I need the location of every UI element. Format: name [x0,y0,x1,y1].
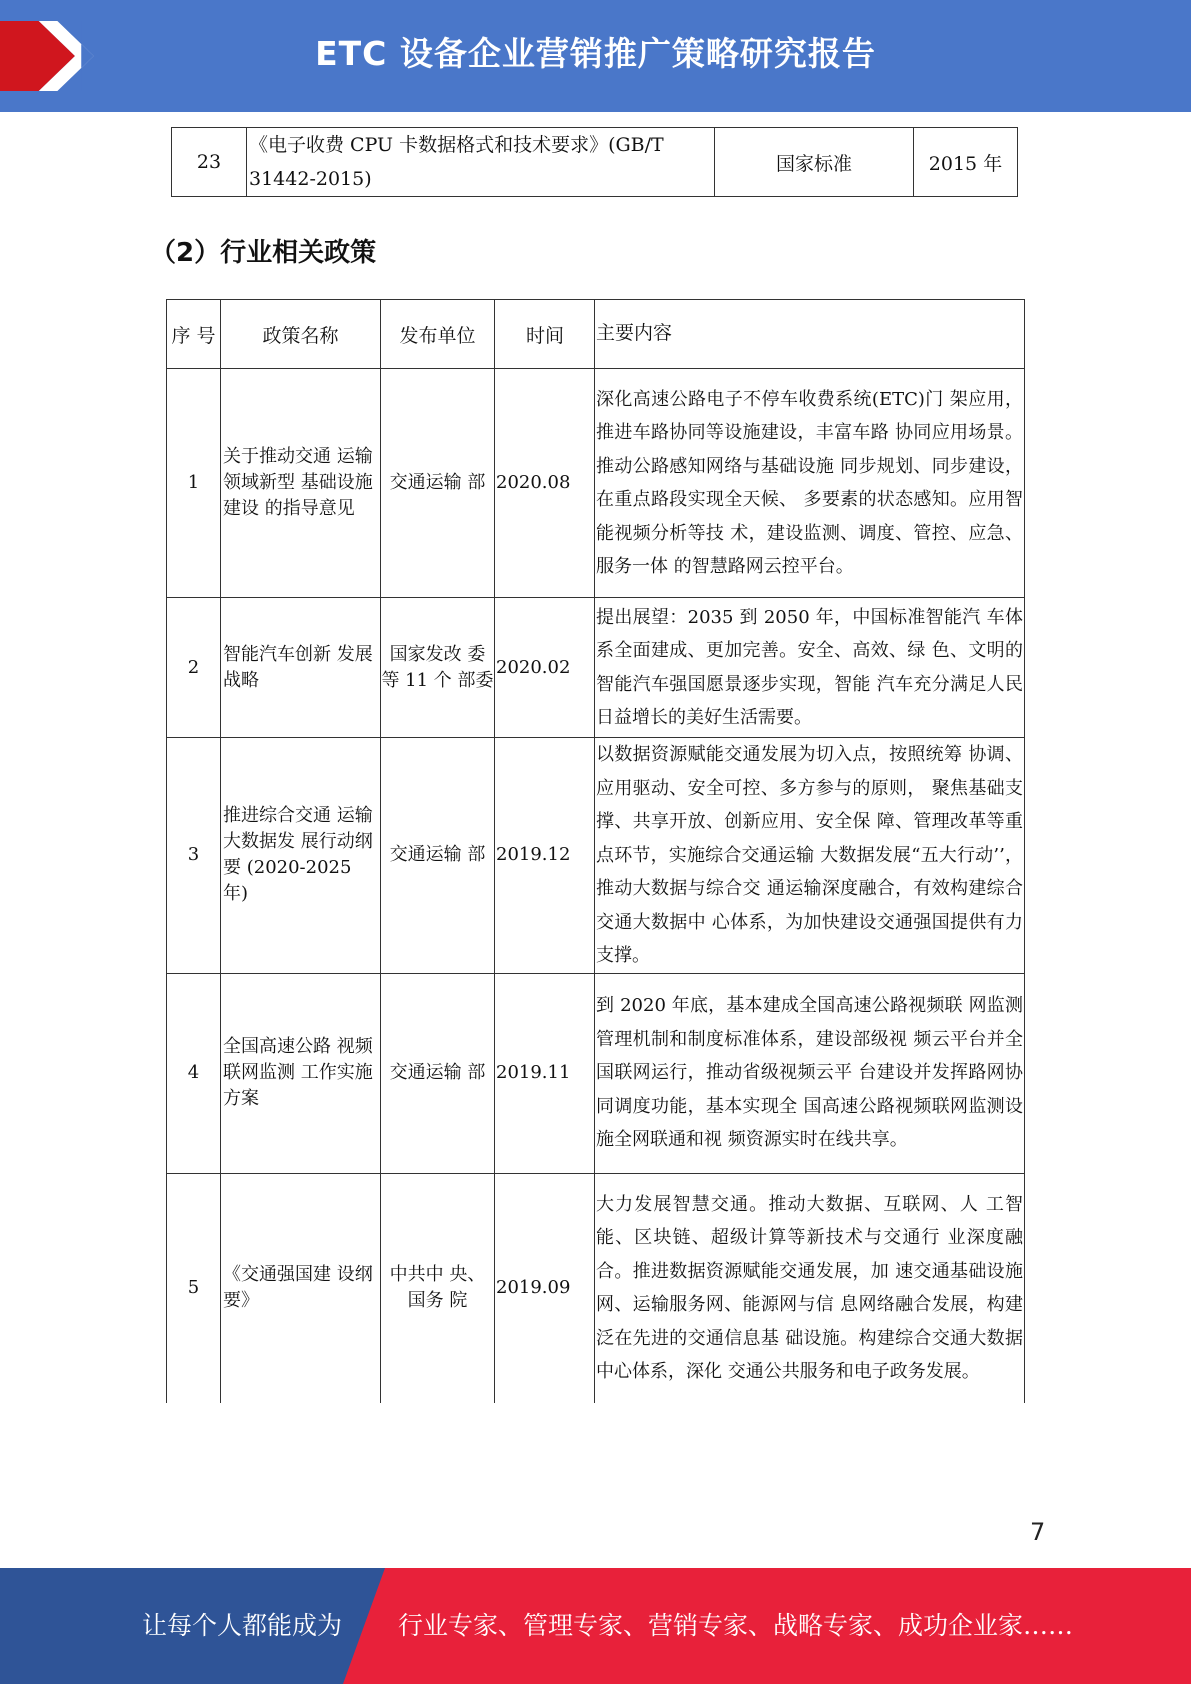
table-row [172,128,1018,197]
policy-org: 中共中 央、国务 院 [381,1173,495,1403]
policy-org: 国家发改 委等 11 个 部委 [381,598,495,738]
policy-content: 以数据资源赋能交通发展为切入点，按照统筹 协调、应用驱动、安全可控、多方参与的原则， 聚焦基础支撑、共享开放、创新应用、安全保 障、管理改革等重点环节，实施综合交通运输 大数据发展“五大行动’’，推动大数据与综合交 通运输深度融合，有效构建综合交通大数据中 心体系，为加快建设交通强国提供有力支撑。 [595,738,1025,974]
standard-type: 国家标准 [715,128,914,197]
standard-name: 《电子收费 CPU 卡数据格式和技术要求》(GB/T 31442-2015) [247,128,715,197]
policy-table [166,299,1025,1403]
table-row [167,598,1025,738]
table-header-row [167,300,1025,369]
policy-name: 《交通强国建 设纲要》 [221,1173,381,1403]
header-name: 政策名称 [221,300,381,369]
policy-content: 深化高速公路电子不停车收费系统(ETC)门 架应用，推进车路协同等设施建设，丰富车路 协同应用场景。推动公路感知网络与基础设施 同步规划、同步建设，在重点路段实现全天候、 多要素的状态感知。应用智能视频分析等技 术，建设监测、调度、管控、应急、服务一体 的智慧路网云控平台。 [595,369,1025,598]
policy-content: 提出展望：2035 到 2050 年，中国标准智能汽 车体系全面建成、更加完善。安全、高效、绿 色、文明的智能汽车强国愿景逐步实现，智能 汽车充分满足人民日益增长的美好生活需要。 [595,598,1025,738]
policy-org: 交通运输 部 [381,973,495,1173]
row-number: 23 [172,128,247,197]
policy-name: 智能汽车创新 发展战略 [221,598,381,738]
policy-num: 4 [167,973,221,1173]
footer-slogan-right: 行业专家、管理专家、营销专家、战略专家、成功企业家…… [398,1611,1074,1640]
policy-content: 到 2020 年底，基本建成全国高速公路视频联 网监测管理机制和制度标准体系，建设部级视 频云平台并全国联网运行，推动省级视频云平 台建设并发挥路网协同调度功能，基本实现全 国高速公路视频联网监测设施全网联通和视 频资源实时在线共享。 [595,973,1025,1173]
policy-num: 3 [167,738,221,974]
policy-org: 交通运输 部 [381,369,495,598]
policy-date: 2019.12 [495,738,595,974]
header-content: 主要内容 [595,300,1025,369]
page-footer [0,1568,1191,1684]
header-num: 序 号 [167,300,221,369]
policy-num: 2 [167,598,221,738]
policy-num: 1 [167,369,221,598]
footer-slogan-left: 让每个人都能成为 [142,1611,343,1640]
standard-year: 2015 年 [914,128,1018,197]
standards-table-continuation [171,127,1018,197]
policy-content: 大力发展智慧交通。推动大数据、互联网、人 工智能、区块链、超级计算等新技术与交通行 业深度融合。推进数据资源赋能交通发展，加 速交通基础设施网、运输服务网、能源网与信 息网络融合发展，构建泛在先进的交通信息基 础设施。构建综合交通大数据中心体系，深化 交通公共服务和电子政务发展。 [595,1173,1025,1403]
header-org: 发布单位 [381,300,495,369]
policy-date: 2020.02 [495,598,595,738]
table-row [167,1173,1025,1403]
policy-num: 5 [167,1173,221,1403]
report-title: ETC 设备企业营销推广策略研究报告 [315,34,876,73]
policy-date: 2019.11 [495,973,595,1173]
header-date: 时间 [495,300,595,369]
policy-name: 关于推动交通 运输领域新型 基础设施建设 的指导意见 [221,369,381,598]
table-row [167,973,1025,1173]
policy-name: 全国高速公路 视频联网监测 工作实施方案 [221,973,381,1173]
page-number: 7 [1030,1518,1046,1546]
policy-org: 交通运输 部 [381,738,495,974]
section-heading: （2）行业相关政策 [150,238,377,268]
table-row [167,369,1025,598]
policy-date: 2020.08 [495,369,595,598]
page-header [0,0,1191,112]
policy-date: 2019.09 [495,1173,595,1403]
table-row [167,738,1025,974]
policy-name: 推进综合交通 运输大数据发 展行动纲要 (2020-2025 年) [221,738,381,974]
